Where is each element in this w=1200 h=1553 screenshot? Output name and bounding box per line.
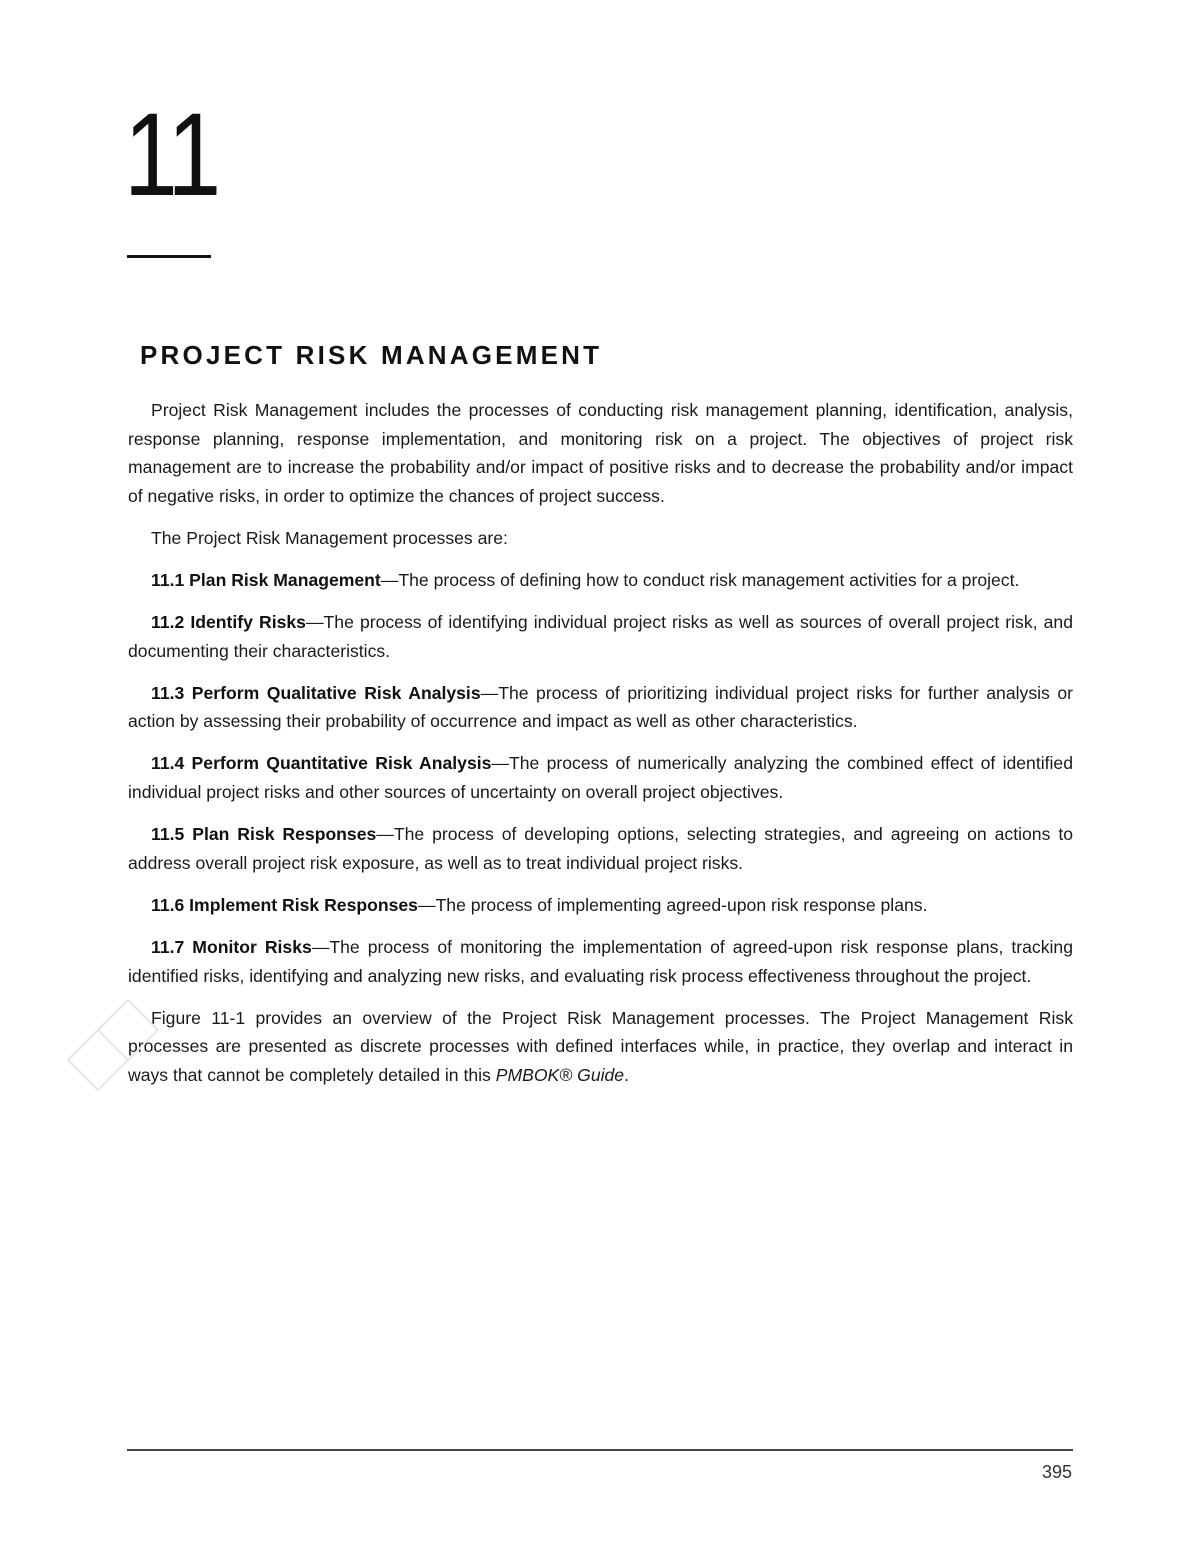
figure-note-end: . bbox=[624, 1064, 629, 1085]
intro-paragraph: Project Risk Management includes the processes of conducting risk management planning, identification, analysis, response planning, response implementation, and monitoring risk on a project. The objectives of project risk management are to increase the probability and/or impact of positive risks and to decrease the probability and/or impact of negative risks, in order to optimize the chances of project success. bbox=[128, 400, 1073, 506]
process-item bbox=[128, 749, 1073, 806]
process-title: 11.1 Plan Risk Management bbox=[151, 569, 381, 590]
footer-rule bbox=[127, 1449, 1073, 1451]
guide-title: PMBOK® Guide bbox=[495, 1064, 625, 1085]
figure-note-paragraph bbox=[128, 1004, 1073, 1090]
process-title: 11.3 Perform Qualitative Risk Analysis bbox=[151, 682, 481, 703]
process-description: —The process of numerically analyzing the combined effect of identified individual project risks and other sources of uncertainty on overall project objectives. bbox=[128, 753, 1074, 803]
process-item bbox=[128, 820, 1073, 877]
chapter-rule bbox=[127, 255, 211, 258]
process-description: —The process of implementing agreed-upon risk response plans. bbox=[417, 894, 928, 915]
process-item bbox=[128, 566, 1073, 595]
chapter-body bbox=[128, 396, 1073, 1103]
page-number: 395 bbox=[1041, 1462, 1072, 1482]
process-description: —The process of prioritizing individual project risks for further analysis or action by assessing their probability of occurrence and impact as well as other characteristics. bbox=[128, 682, 1073, 732]
process-title: 11.7 Monitor Risks bbox=[151, 936, 312, 957]
chapter-number: 11 bbox=[124, 89, 218, 221]
process-item bbox=[128, 679, 1073, 736]
process-item bbox=[128, 891, 1073, 920]
chapter-title: PROJECT RISK MANAGEMENT bbox=[140, 340, 603, 370]
process-description: —The process of identifying individual project risks as well as sources of overall project risk, and documenting their characteristics. bbox=[128, 612, 1073, 661]
process-item bbox=[128, 608, 1073, 665]
figure-note-text: Figure 11-1 provides an overview of the Project Risk Management processes. The Project Management Risk processes are presented as discrete processes with defined interfaces while, in practice, they overlap and interact in ways that cannot be completely detailed in this bbox=[128, 1007, 1073, 1085]
process-title: 11.2 Identify Risks bbox=[151, 612, 306, 633]
process-description: —The process of monitoring the implementation of agreed-upon risk response plans, tracking identified risks, identifying and analyzing new risks, and evaluating risk process effectiveness throughout the project. bbox=[128, 936, 1073, 986]
process-title: 11.6 Implement Risk Responses bbox=[151, 894, 418, 915]
process-title: 11.5 Plan Risk Responses bbox=[151, 824, 377, 845]
processes-lead: The Project Risk Management processes are: bbox=[151, 527, 508, 548]
process-description: —The process of defining how to conduct risk management activities for a project. bbox=[380, 569, 1020, 590]
process-description: —The process of developing options, selecting strategies, and agreeing on actions to address overall project risk exposure, as well as to treat individual project risks. bbox=[128, 824, 1074, 873]
process-title: 11.4 Perform Quantitative Risk Analysis bbox=[151, 753, 492, 774]
process-item bbox=[128, 933, 1073, 990]
